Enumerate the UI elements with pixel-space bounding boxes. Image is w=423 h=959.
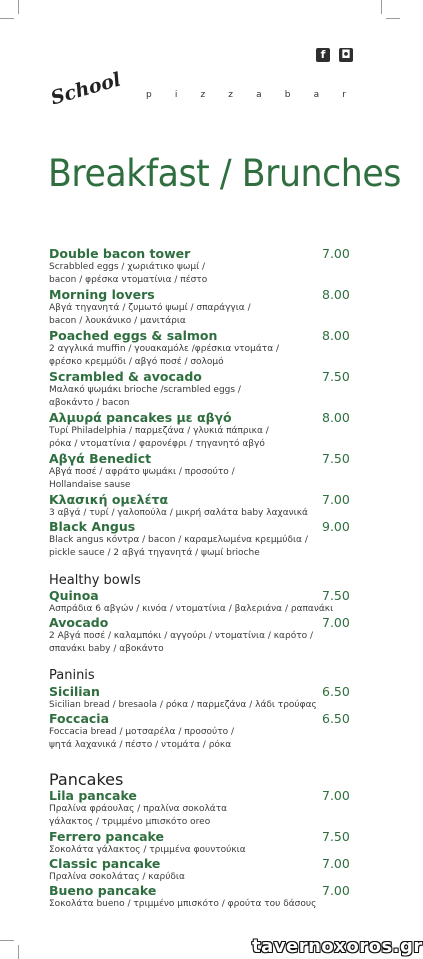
menu-item-description-line: Black angus κόντρα / bacon / καραμελωμένα κρεμμύδια / (49, 535, 308, 545)
brand-subtitle-letter: z (228, 90, 234, 100)
menu-item-name: Avocado (49, 615, 109, 630)
crop-mark (18, 945, 19, 959)
menu-item-price: 7.00 (322, 492, 350, 507)
menu-item-price: 7.00 (322, 883, 350, 898)
menu-item-price: 6.50 (322, 684, 350, 699)
brand-subtitle-letter: i (174, 90, 178, 100)
crop-mark (18, 0, 19, 14)
menu-item-description-line: γάλακτος / τριμμένο μπισκότο oreo (49, 816, 211, 827)
crop-mark (381, 0, 382, 14)
menu-item-description-line: Hollandaise sause (49, 479, 131, 490)
menu-item-description-line: Πραλίνα φράουλας / πραλίνα σοκολάτα (49, 804, 228, 814)
menu-item-description (49, 603, 334, 616)
menu-item-description-line: σπανάκι baby / αβοκάντο (49, 643, 164, 654)
menu-item-name: Black Angus (49, 519, 136, 534)
menu-item-price: 7.50 (322, 588, 350, 603)
menu-item-name: Morning lovers (49, 287, 155, 302)
brand-subtitle-letter: p (146, 90, 152, 100)
section-heading-healthy: Healthy bowls (49, 573, 141, 588)
menu-item-description-line: αβοκάντο / bacon (49, 397, 130, 408)
menu-item-name: Poached eggs & salmon (49, 328, 218, 343)
menu-item-description (49, 302, 314, 327)
crop-mark (386, 18, 400, 19)
section-heading-paninis: Paninis (49, 668, 95, 683)
menu-item-description-line: Μαλακό ψωμάκι brioche /scrambled eggs / (49, 385, 241, 395)
facebook-icon[interactable]: f (316, 48, 330, 62)
menu-item-name: Κλασική ομελέτα (49, 492, 169, 507)
menu-item-description (49, 898, 317, 911)
menu-item-description-line: pickle sauce / 2 αβγά τηγανητά / ψωμί brioche (49, 547, 260, 558)
menu-item-description (49, 466, 314, 491)
menu-item-description-line: Πραλίνα σοκολάτας / καρύδια (49, 872, 185, 882)
menu-item-name: Αβγά Benedict (49, 451, 152, 466)
menu-item-price: 9.00 (322, 519, 350, 534)
menu-item-description (49, 261, 314, 286)
brand-subtitle-letter: a (256, 90, 262, 100)
menu-item-price: 7.50 (322, 369, 350, 384)
menu-item-description-line: Σοκολάτα bueno / τριμμένο μπισκότο / φρούτα του δάσους (49, 899, 317, 909)
menu-item-description-line: bacon / φρέσκα ντοματίνια / πέστο (49, 274, 208, 285)
menu-item-price: 7.50 (322, 451, 350, 466)
menu-item-description (49, 384, 314, 409)
menu-item-price: 8.00 (322, 410, 350, 425)
menu-item-name: Double bacon tower (49, 246, 191, 261)
brand-subtitle-letter: a (313, 90, 320, 100)
menu-item-price: 8.00 (322, 328, 350, 343)
menu-item-description-line: Foccacia bread / μοτσαρέλα / προσούτο / (49, 727, 235, 737)
menu-item-description (49, 507, 314, 520)
instagram-icon[interactable]: ◘ (339, 48, 353, 62)
social-icons (316, 48, 353, 62)
menu-item-description-line: Sicilian bread / bresaola / ρόκα / παρμεζάνα / λάδι τρούφας (49, 700, 317, 710)
watermark: tavernoxoros.gr (252, 936, 423, 957)
menu-item-description (49, 343, 314, 368)
menu-item-description-line: ψητά λαχανικά / πέστο / ντομάτα / ρόκα (49, 739, 232, 750)
menu-item-name: Αλμυρά pancakes με αβγό (49, 410, 232, 425)
menu-item-description-line: φρέσκο κρεμμύδι / αβγό ποσέ / σολομό (49, 356, 224, 367)
crop-mark (0, 940, 14, 941)
menu-item-description-line: Αβγά ποσέ / αφράτο ψωμάκι / προσούτο / (49, 467, 235, 477)
menu-item-name: Quinoa (49, 588, 99, 603)
menu-item-name: Ferrero pancake (49, 829, 165, 844)
menu-item-name: Scrambled & avocado (49, 369, 202, 384)
section-heading-pancakes: Pancakes (49, 770, 124, 789)
menu-item-name: Bueno pancake (49, 883, 157, 898)
page-title: Breakfast / Brunches (48, 152, 401, 195)
menu-item-description-line: Scrabbled eggs / χωριάτικο ψωμί / (49, 262, 206, 272)
menu-item-name: Sicilian (49, 684, 100, 699)
menu-item-price: 7.50 (322, 829, 350, 844)
menu-item-price: 7.00 (322, 788, 350, 803)
menu-item-description-line: Ασπράδια 6 αβγών / κινόα / ντοματίνια / βαλεριάνα / ραπανάκι (49, 604, 334, 614)
menu-item-description-line: Τυρί Philadelphia / παρμεζάνα / γλυκιά πάπρικα / (49, 426, 269, 436)
menu-item-price: 7.00 (322, 615, 350, 630)
menu-item-description-line: 2 αγγλικά muffin / γουακαμόλε /φρέσκια ντομάτα / (49, 344, 280, 354)
menu-item-description-line: 3 αβγά / τυρί / γαλοπούλα / μικρή σαλάτα baby λαχανικά (49, 508, 308, 518)
menu-item-price: 8.00 (322, 287, 350, 302)
crop-mark (0, 18, 14, 19)
menu-item-price: 7.00 (322, 246, 350, 261)
menu-item-description (49, 534, 314, 559)
brand-logo: School (48, 68, 124, 110)
menu-item-description (49, 844, 314, 857)
menu-item-name: Foccacia (49, 711, 110, 726)
menu-item-description (49, 871, 314, 884)
menu-item-description-line: bacon / λουκάνικο / μανιτάρια (49, 315, 186, 326)
brand-subtitle (146, 90, 346, 100)
brand-subtitle-letter: r (342, 90, 346, 100)
menu-item-price: 7.00 (322, 856, 350, 871)
menu-item-description-line: Σοκολάτα γάλακτος / τριμμένα φουντούκια (49, 845, 246, 855)
menu-item-description (49, 699, 317, 712)
menu-item-description-line: 2 Αβγά ποσέ / καλαμπόκι / αγγούρι / ντοματίνια / καρότο / (49, 631, 314, 641)
menu-item-name: Classic pancake (49, 856, 161, 871)
brand-subtitle-letter: b (284, 90, 291, 100)
menu-item-description (49, 425, 314, 450)
menu-item-description (49, 630, 314, 655)
menu-item-description (49, 726, 314, 751)
brand-subtitle-letter: z (200, 90, 206, 100)
menu-item-name: Lila pancake (49, 788, 137, 803)
menu-item-description-line: ρόκα / ντοματίνια / φαρονέφρι / τηγανητό αβγό (49, 438, 265, 449)
menu-item-description (49, 803, 314, 828)
menu-item-description-line: Αβγά τηγανητά / ζυμωτό ψωμί / σπαράγγια / (49, 303, 251, 313)
menu-item-price: 6.50 (322, 711, 350, 726)
